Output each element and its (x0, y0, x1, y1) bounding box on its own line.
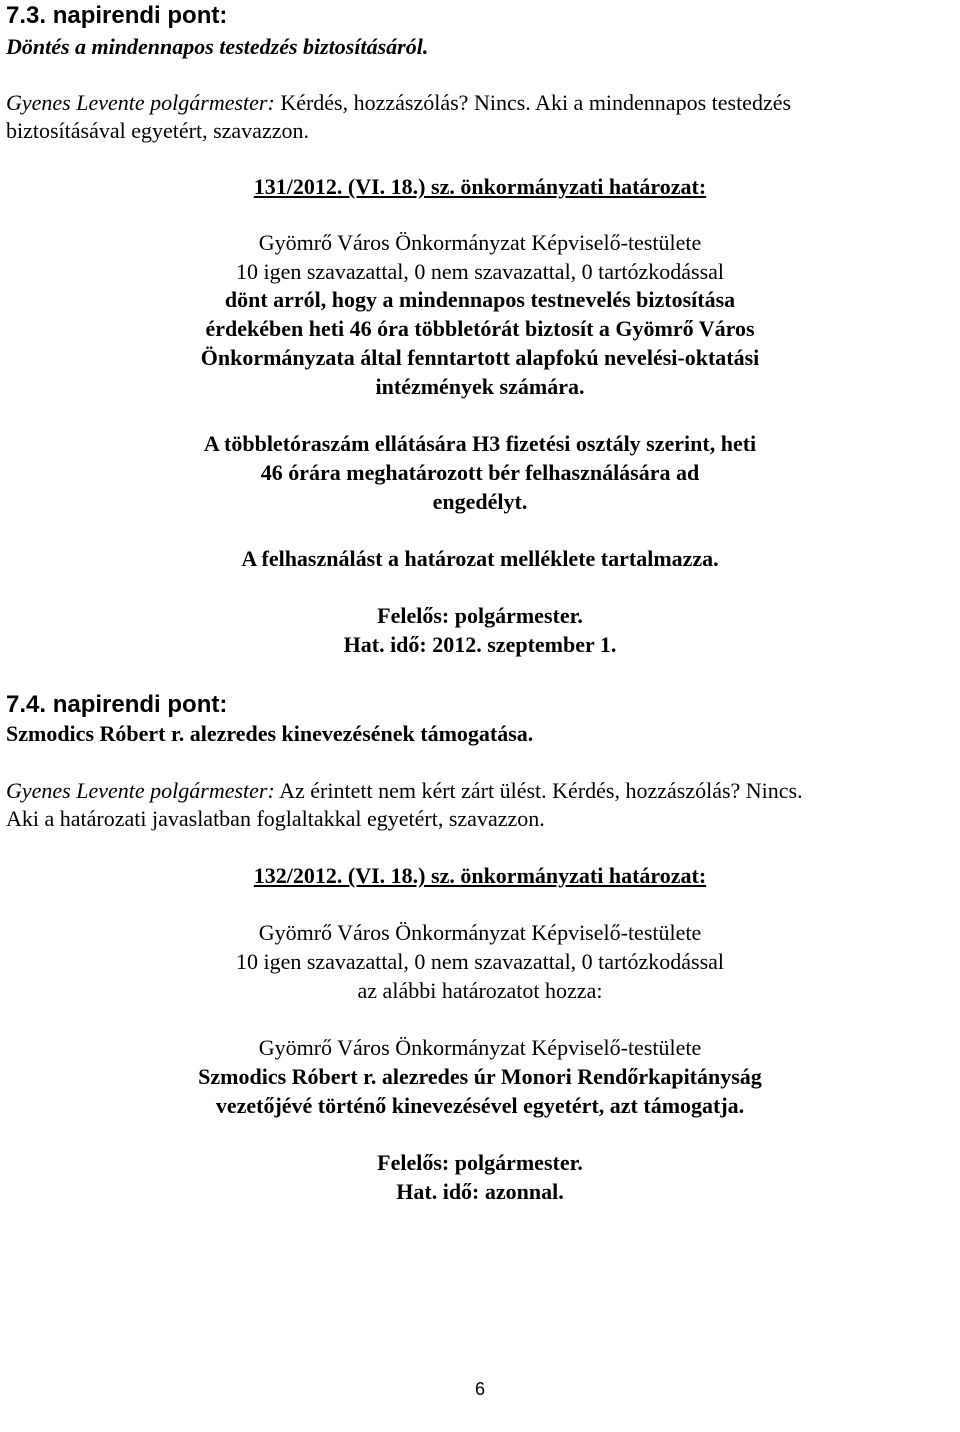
resolution-body-line: Gyömrő Város Önkormányzat Képviselő-testülete (258, 230, 702, 255)
resolution-body-line: Gyömrő Város Önkormányzat Képviselő-testülete (258, 920, 702, 945)
speech-text-line: biztosításával egyetért, szavazzon. (6, 118, 309, 143)
resolution-decision-line: intézmények számára. (375, 374, 585, 399)
deadline-line: Hat. idő: azonnal. (396, 1179, 564, 1204)
resolution-decision-line: A felhasználást a határozat melléklete tartalmazza. (241, 546, 719, 571)
resolution-title: 132/2012. (VI. 18.) sz. önkormányzati határozat: (253, 863, 707, 888)
resolution-decision-line: dönt arról, hogy a mindennapos testnevelés biztosítása (224, 287, 736, 312)
section-subtitle: Szmodics Róbert r. alezredes kinevezésének támogatása. (6, 721, 534, 746)
section-subtitle: Döntés a mindennapos testedzés biztosításáról. (6, 34, 429, 59)
resolution-body-line: Gyömrő Város Önkormányzat Képviselő-testülete (258, 1035, 702, 1060)
resolution-decision-line: Önkormányzata által fenntartott alapfokú nevelési-oktatási (200, 345, 760, 370)
speech-text: Az érintett nem kért zárt ülést. Kérdés, hozzászólás? Nincs. (279, 778, 803, 803)
page-number: 6 (474, 1379, 485, 1399)
responsible-line: Felelős: polgármester. (377, 603, 583, 628)
section-heading: 7.3. napirendi pont: (6, 2, 228, 29)
speech-paragraph (6, 92, 791, 114)
resolution-decision-line: Szmodics Róbert r. alezredes úr Monori Rendőrkapitányság (198, 1064, 762, 1089)
resolution-title: 131/2012. (VI. 18.) sz. önkormányzati határozat: (253, 174, 707, 199)
resolution-vote-line: 10 igen szavazattal, 0 nem szavazattal, 0 tartózkodással (235, 949, 725, 974)
responsible-line: Felelős: polgármester. (377, 1150, 583, 1175)
resolution-decision-line: 46 órára meghatározott bér felhasználására ad (260, 460, 700, 485)
speech-text-line: Aki a határozati javaslatban foglaltakkal egyetért, szavazzon. (6, 806, 545, 831)
resolution-body-line: az alábbi határozatot hozza: (357, 978, 603, 1003)
resolution-vote-line: 10 igen szavazattal, 0 nem szavazattal, 0 tartózkodással (235, 259, 725, 284)
resolution-decision-line: engedélyt. (432, 489, 528, 514)
speaker-name: Gyenes Levente polgármester: (6, 778, 275, 803)
speech-text: Kérdés, hozzászólás? Nincs. Aki a mindennapos testedzés (280, 90, 792, 115)
resolution-decision-line: érdekében heti 46 óra többletórát biztosít a Gyömrő Város (205, 316, 755, 341)
section-heading: 7.4. napirendi pont: (6, 691, 228, 718)
resolution-decision-line: vezetőjévé történő kinevezésével egyetért, azt támogatja. (215, 1093, 745, 1118)
speech-paragraph (6, 780, 803, 802)
resolution-decision-line: A többletóraszám ellátására H3 fizetési osztály szerint, heti (203, 431, 757, 456)
speaker-name: Gyenes Levente polgármester: (6, 90, 275, 115)
deadline-line: Hat. idő: 2012. szeptember 1. (343, 632, 617, 657)
